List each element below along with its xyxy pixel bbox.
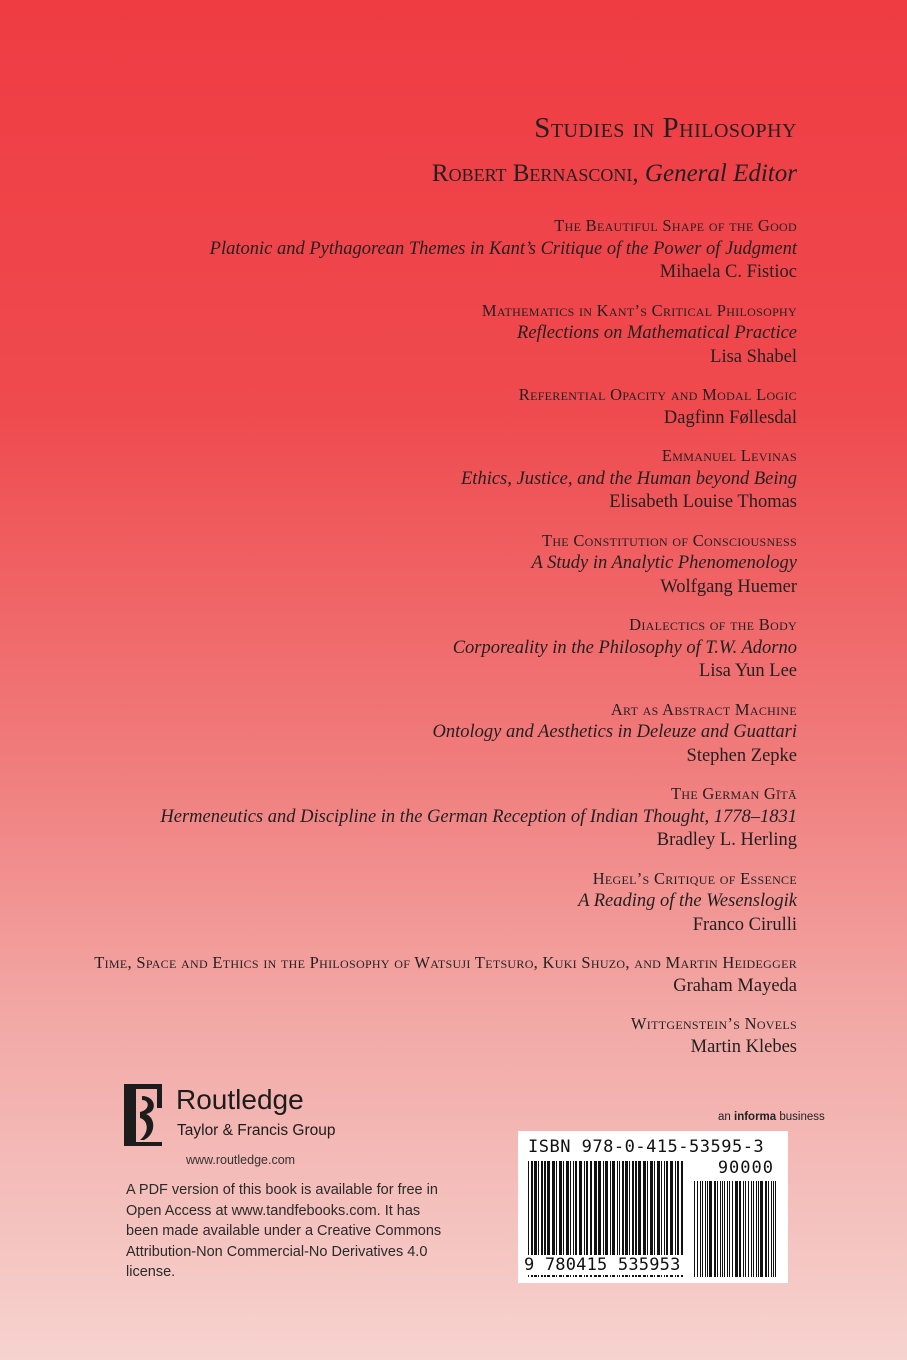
book-author: Martin Klebes	[690, 1036, 797, 1057]
addon-barcode-bars	[692, 1181, 780, 1277]
price-addon-number: 90000	[717, 1158, 774, 1178]
book-entry	[77, 867, 797, 938]
book-entry	[77, 951, 797, 998]
series-title: Studies in Philosophy	[534, 112, 797, 144]
book-author: Wolfgang Huemer	[660, 576, 797, 597]
book-entry	[77, 529, 797, 600]
book-subtitle: Reflections on Mathematical Practice	[517, 323, 797, 343]
book-title: Hegel’s Critique of Essence	[592, 868, 797, 888]
book-title: Referential Opacity and Modal Logic	[518, 385, 797, 404]
book-subtitle: Hermeneutics and Discipline in the German Reception of Indian Thought, 1778–1831	[160, 806, 797, 827]
book-author: Mihaela C. Fistioc	[659, 262, 797, 282]
book-title: The Constitution of Consciousness	[541, 530, 797, 550]
publisher-website[interactable]: www.routledge.com	[186, 1153, 296, 1167]
book-title: Art as Abstract Machine	[610, 699, 797, 719]
isbn-barcode	[518, 1131, 788, 1283]
book-entry	[77, 698, 797, 769]
book-title: Time, Space and Ethics in the Philosophy of Watsuji Tetsuro, Kuki Shuzo, and Martin Heidegger	[94, 953, 797, 972]
book-entry	[77, 782, 797, 853]
book-subtitle: Corporeality in the Philosophy of T.W. Adorno	[452, 637, 797, 658]
book-author: Graham Mayeda	[673, 975, 797, 996]
book-author: Lisa Yun Lee	[699, 661, 797, 681]
book-title: Mathematics in Kant’s Critical Philosophy	[481, 300, 797, 320]
book-entry	[77, 299, 797, 370]
book-title: The German Gītā	[671, 784, 797, 803]
book-entry	[77, 383, 797, 430]
book-entry	[77, 444, 797, 515]
book-subtitle: Platonic and Pythagorean Themes in Kant’s Critique of the Power of Judgment	[209, 238, 797, 259]
book-author: Lisa Shabel	[710, 346, 797, 367]
routledge-logo-icon	[122, 1082, 164, 1148]
book-author: Elisabeth Louise Thomas	[609, 492, 797, 512]
book-title: Wittgenstein’s Novels	[630, 1014, 797, 1033]
ean-digits: 9 780415 535953	[524, 1255, 681, 1275]
book-entry	[77, 214, 797, 285]
book-title: Dialectics of the Body	[629, 615, 797, 634]
book-author: Dagfinn Føllesdal	[663, 407, 797, 428]
open-access-note: A PDF version of this book is available for free in Open Access at www.tandfebooks.com. It has been made available under a Creative Commons Attribution-Non Commercial-No Derivatives 4.0 license.	[126, 1182, 442, 1280]
book-subtitle: A Reading of the Wesenslogik	[578, 891, 797, 911]
book-title: The Beautiful Shape of the Good	[554, 216, 797, 235]
editor-name: Robert Bernasconi,	[431, 160, 639, 187]
book-author: Franco Cirulli	[692, 914, 797, 935]
tagline-brand: informa	[734, 1111, 777, 1123]
publisher-group: Taylor & Francis Group	[177, 1122, 336, 1139]
book-entry	[77, 613, 797, 684]
book-list	[77, 214, 797, 1073]
routledge-logo	[122, 1082, 452, 1148]
tagline-suffix: business	[779, 1111, 825, 1123]
informa-tagline	[718, 1111, 825, 1123]
book-entry	[77, 1012, 797, 1059]
isbn-number: ISBN 978-0-415-53595-3	[528, 1137, 765, 1157]
book-subtitle: Ontology and Aesthetics in Deleuze and Guattari	[432, 722, 797, 742]
book-subtitle: A Study in Analytic Phenomenology	[531, 553, 797, 573]
publisher-name: Routledge	[176, 1084, 304, 1115]
series-editor	[432, 160, 797, 188]
tagline-prefix: an	[718, 1111, 731, 1123]
book-subtitle: Ethics, Justice, and the Human beyond Being	[461, 468, 797, 489]
book-author: Stephen Zepke	[686, 745, 797, 766]
editor-role: General Editor	[644, 160, 797, 187]
book-title: Emmanuel Levinas	[661, 446, 797, 465]
book-author: Bradley L. Herling	[656, 830, 797, 850]
